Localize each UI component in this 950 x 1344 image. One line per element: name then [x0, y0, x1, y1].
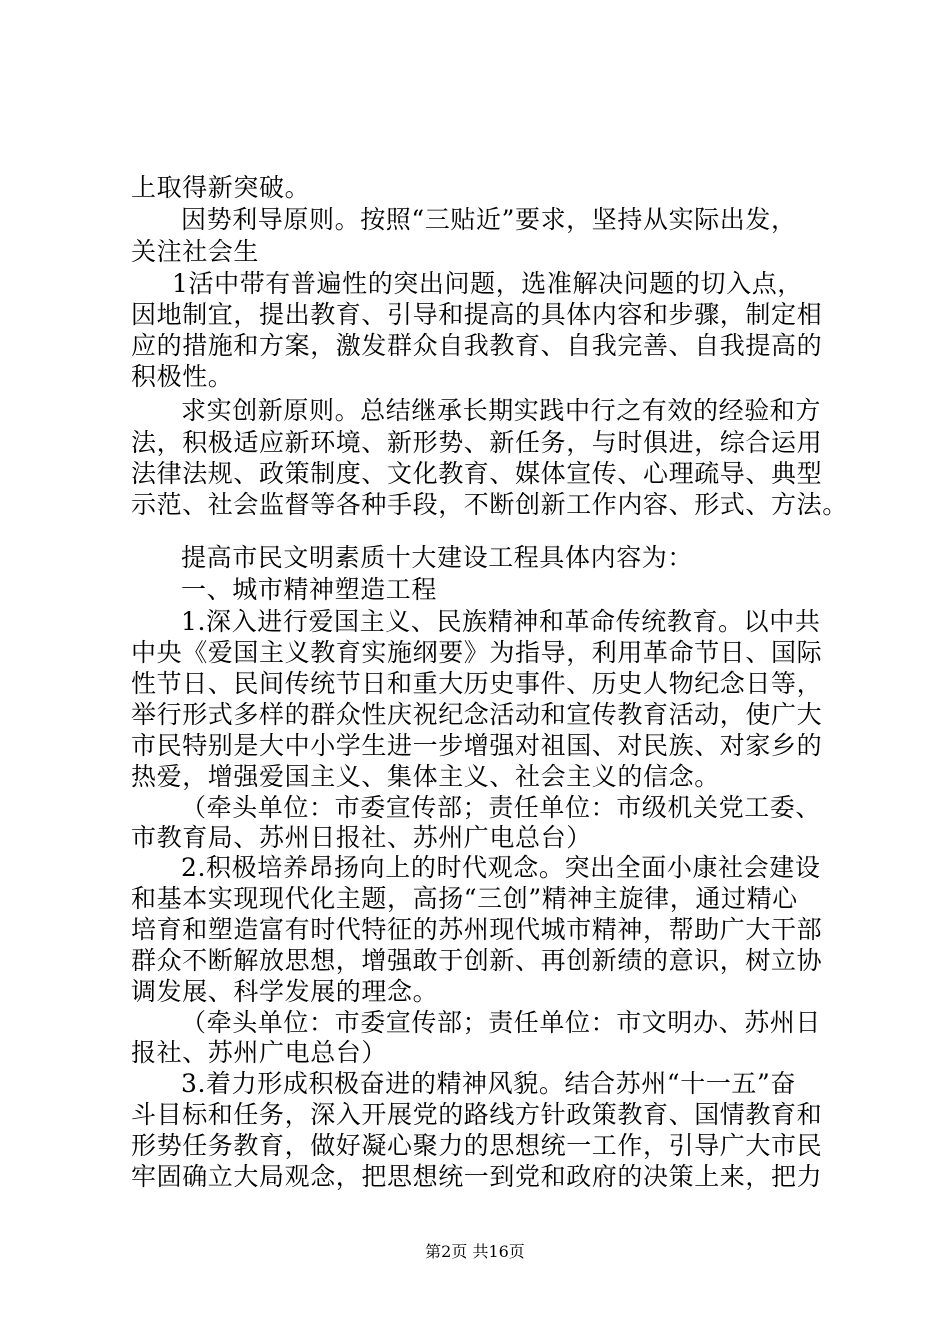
text-line: 举行形式多样的群众性庆祝纪念活动和宣传教育活动，使广大: [131, 700, 823, 729]
text-line: 求实创新原则。总结继承长期实践中行之有效的经验和方: [181, 396, 822, 425]
text-line: 和基本实现现代化主题，高扬“三创”精神主旋律，通过精心: [131, 884, 798, 913]
text-line: 1活中带有普遍性的突出问题，选准解决问题的切入点，: [172, 269, 803, 298]
text-line: 形势任务教育，做好凝心聚力的思想统一工作，引导广大市民: [131, 1131, 823, 1160]
text-line: 上取得新突破。: [131, 173, 311, 202]
text-line: 关注社会生: [131, 237, 260, 266]
text-line: 提高市民文明素质十大建设工程具体内容为：: [181, 543, 694, 572]
text-line: 培育和塑造富有时代特征的苏州现代城市精神，帮助广大干部: [131, 915, 823, 944]
text-line: 热爱，增强爱国主义、集体主义、社会主义的信念。: [131, 762, 720, 791]
text-line: 因势利导原则。按照“三贴近”要求，坚持从实际出发，: [181, 205, 797, 234]
page-footer: 第2页 共16页: [425, 1242, 525, 1261]
text-line: 调发展、科学发展的理念。: [131, 977, 439, 1006]
text-line: 因地制宜，提出教育、引导和提高的具体内容和步骤，制定相: [131, 300, 823, 329]
section-heading: 一、城市精神塑造工程: [181, 575, 438, 604]
text-line: 3.着力形成积极奋进的精神风貌。结合苏州“十一五”奋: [181, 1069, 797, 1098]
text-line: 示范、社会监督等各种手段，不断创新工作内容、形式、方法。: [131, 490, 848, 519]
text-line: 市教育局、苏州日报社、苏州广电总台）: [131, 823, 592, 852]
text-line: 斗目标和任务，深入开展党的路线方针政策教育、国情教育和: [131, 1100, 823, 1129]
text-line: 积极性。: [131, 362, 234, 391]
text-line: 法，积极适应新环境、新形势、新任务，与时俱进，综合运用: [131, 428, 823, 457]
text-line: 法律法规、政策制度、文化教育、媒体宣传、心理疏导、典型: [131, 459, 823, 488]
text-line: 群众不断解放思想，增强敢于创新、再创新绩的意识，树立协: [131, 946, 823, 975]
text-line: 应的措施和方案，激发群众自我教育、自我完善、自我提高的: [131, 331, 823, 360]
text-line: 牢固确立大局观念，把思想统一到党和政府的决策上来，把力: [131, 1162, 823, 1191]
text-line: 2.积极培养昂扬向上的时代观念。突出全面小康社会建设: [181, 853, 821, 882]
text-line: （牵头单位：市委宣传部；责任单位：市文明办、苏州日: [181, 1008, 822, 1037]
text-line: 中央《爱国主义教育实施纲要》为指导，利用革命节日、国际: [131, 638, 823, 667]
text-line: 报社、苏州广电总台）: [131, 1038, 388, 1067]
text-line: 1.深入进行爱国主义、民族精神和革命传统教育。以中共: [181, 607, 821, 636]
text-line: 市民特别是大中小学生进一步增强对祖国、对民族、对家乡的: [131, 731, 823, 760]
text-line: 性节日、民间传统节日和重大历史事件、历史人物纪念日等，: [131, 669, 823, 698]
text-line: （牵头单位：市委宣传部；责任单位：市级机关党工委、: [181, 793, 822, 822]
